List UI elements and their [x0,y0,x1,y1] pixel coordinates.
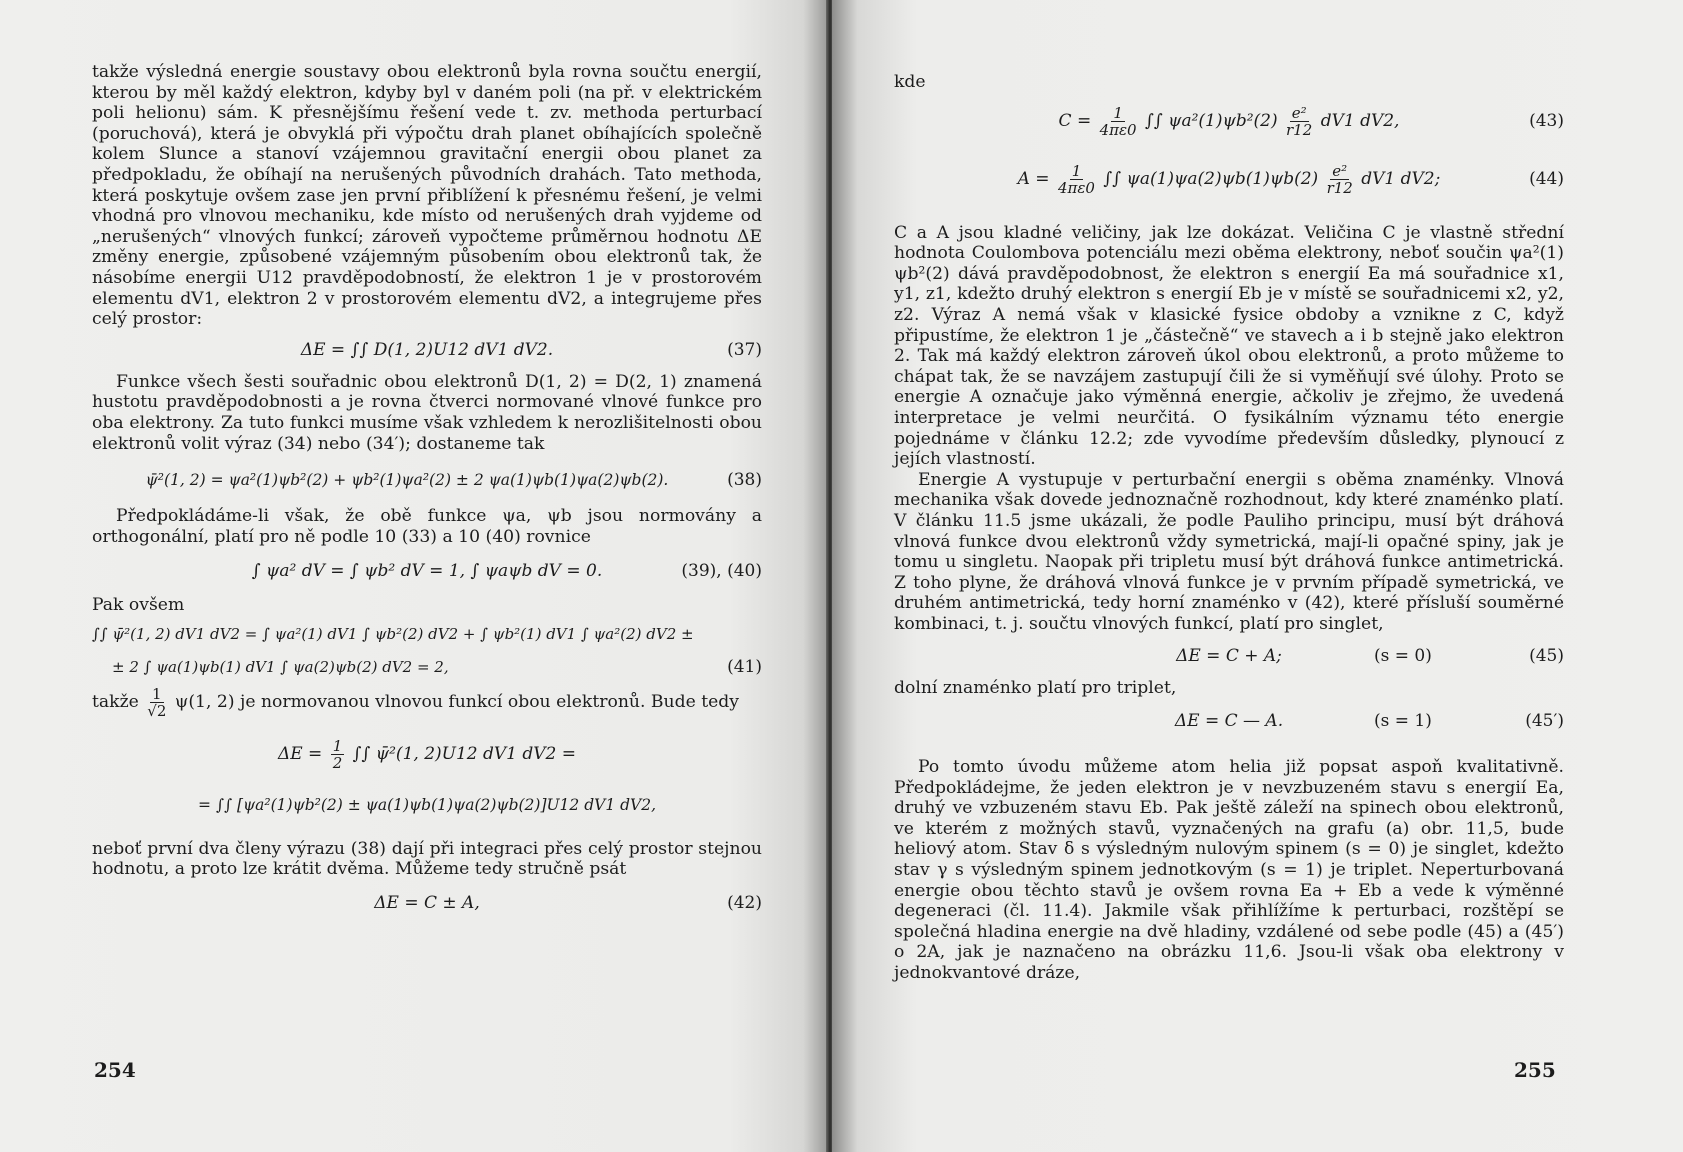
equation-41-line-2: ± 2 ∫ ψa(1)ψb(1) dV1 ∫ ψa(2)ψb(2) dV2 = 2, (41) [112,656,762,677]
equation-number: (45) [1529,646,1564,667]
equation-42: ΔE = C ± A, (42) [374,892,762,913]
equation-41-line-1: ∫∫ ψ̄²(1, 2) dV1 dV2 = ∫ ψa²(1) dV1 ∫ ψb²(2) dV2 + ∫ ψb²(1) dV1 ∫ ψa²(2) dV2 ± [92,624,694,643]
left-paragraph-4: Pak ovšem [92,595,185,616]
right-paragraph-3: dolní znaménko platí pro triplet, [894,678,1177,699]
fraction: $\frac{1}{4\pi\varepsilon 0}$ [1099,104,1137,140]
spin-condition: (s = 1) [1374,710,1432,731]
right-paragraph-1: C a A jsou kladné veličiny, jak lze dokázat. Veličina C je vlastně střední hodnota Coulombova potenciálu mezi oběma elektrony, neboť součin ψa²(1) ψb²(2) dává pravděpodobnost, že elektron s energií Ea má souřadnice x1, y1, z1, kdežto druhý elektron s energií Eb je v místě se souřadnicemi x2, y2, z2. Výraz A nemá však v klasické fysice obdoby a vznikne z C, když připustíme, že elektron 1 je „částečně“ ve stavech a i b stejně jako elektron 2. Tak má každý elektron zároveň úkol obou elektronů, a proto můžeme to chápat tak, že se navzájem zastupují čili že si vyměňují své úlohy. Proto se energie A označuje jako výměnná energie, ačkoliv je zřejmo, že uvedená interpretace je velmi neurčitá. O fysikálním významu této energie pojednáme v článku 12.2; zde vyvodíme především důsledky, plynoucí z jejích vlastností. [894,222,1564,470]
fraction: $\frac{\text{e²}}{r12}$ [1326,162,1353,198]
left-paragraph-3: Předpokládáme-li však, že obě funkce ψa, ψb jsou normovány a orthogonální, platí pro ně podle 10 (33) a 10 (40) rovnice [92,506,762,547]
spin-condition: (s = 0) [1374,646,1432,667]
page-number: 255 [1514,1058,1556,1082]
equation-number: (41) [727,656,762,677]
equation-44: A = $\frac{1}{4\pi\varepsilon 0}$ ∫∫ ψa(1)ψa(2)ψb(1)ψb(2) $\frac{\text{e²}}{r12}$ dV1 dV2; (44) [1017,162,1564,198]
equation-45: ΔE = C + A; (s = 0) (45) [1176,646,1564,667]
right-paragraph-2: Energie A vystupuje v perturbační energii s oběma znaménky. Vlnová mechanika však dovede jednoznačně rozhodnout, kdy které znaménko platí. V článku 11.5 jsme ukázali, že podle Pauliho principu, musí být dráhová vlnová funkce dvou elektronů vždy symetrická, mají-li opačné spiny, jak je tomu u singletu. Naopak při tripletu musí být dráhová funkce antimetrická. Z toho plyne, že dráhová vlnová funkce je v prvním případě symetrická, ve druhém antimetrická, tedy horní znaménko v (42), které přísluší souměrné kombinaci, t. j. součtu vlnových funkcí, platí pro singlet, [894,469,1564,634]
equation-number: (37) [727,340,762,361]
fraction: $\frac{1}{4\pi\varepsilon 0}$ [1057,162,1095,198]
equation-number: (42) [727,892,762,913]
equation-45-prime: ΔE = C — A. (s = 1) (45′) [1174,710,1564,731]
equation-number: (44) [1529,169,1564,190]
equation-delta-e-line-1: ΔE = $\frac{1}{2}$ ∫∫ ψ̄²(1, 2)U12 dV1 dV2 = [277,737,577,773]
left-text-block [92,62,762,926]
right-page [832,0,1683,1152]
left-paragraph-5: takže $\frac{1}{√2}$ ψ(1, 2) je normovanou vlnovou funkcí obou elektronů. Bude tedy [92,684,740,720]
left-paragraph-2: Funkce všech šesti souřadnic obou elektronů D(1, 2) = D(2, 1) znamená hustotu pravděpodobnosti a je rovna čtverci normované vlnové funkce pro oba elektrony. Za tuto funkci musíme však vzhledem k nerozlišitelnosti obou elektronů volit výraz (34) nebo (34′); dostaneme tak [92,371,762,454]
left-page [0,0,828,1152]
right-paragraph-4: Po tomto úvodu můžeme atom helia již popsat aspoň kvalitativně. Předpokládejme, že jeden elektron je v nevzbuzeném stavu s energií Ea, druhý ve vzbuzeném stavu Eb. Pak ještě záleží na spinech obou elektronů, ve kterém z možných stavů, vyznačených na grafu (a) obr. 11,5, bude heliový atom. Stav δ s výsledným nulovým spinem (s = 0) je singlet, kdežto stav γ s výsledným spinem jednotkovým (s = 1) je triplet. Neperturbovaná energie obou těchto stavů je ovšem rovna Ea + Eb a vede k výměnné degeneraci (čl. 11.4). Jakmile však přihlížíme k perturbaci, rozštěpí se společná hladina energie na dvě hladiny, vzdálené od sebe podle (45) a (45′) o 2A, jak je naznačeno na obrázku 11,6. Jsou-li však oba elektrony v jednokvantové dráze, [894,757,1564,983]
equation-number: (43) [1529,111,1564,132]
right-text-block [894,72,1564,984]
kde-label: kde [894,72,926,92]
fraction: $\frac{\text{e²}}{r12}$ [1286,104,1313,140]
left-paragraph-1: takže výsledná energie soustavy obou elektronů byla rovna součtu energií, kterou by měl každý elektron, kdyby byl v daném poli (na př. v elektrickém poli helionu) sám. K přesnějšímu řešení vede t. zv. methoda perturbací (poruchová), která je obvyklá při výpočtu drah planet obíhajících společně kolem Slunce a stanoví vzájemnou gravitační energii obou planet za předpokladu, že obíhají na nerušených původních drahách. Tato methoda, která poskytuje ovšem zase jen první přiblížení k přesnému řešení, je velmi vhodná pro vlnovou mechaniku, kde místo od nerušených drah vyjdeme od „nerušených“ vlnových funkcí; zároveň vypočteme průměrnou hodnotu ΔE změny energie, způsobené vzájemným působením obou elektronů tak, že násobíme energii U12 pravděpodobností, že elektron 1 je v prostorovém elementu dV1, elektron 2 v prostorovém elementu dV2, a integrujeme přes celý prostor: [92,62,762,330]
equation-43: C = $\frac{1}{4\pi\varepsilon 0}$ ∫∫ ψa²(1)ψb²(2) $\frac{\text{e²}}{r12}$ dV1 dV2, (43) [1058,104,1564,140]
equation-38: ψ̄²(1, 2) = ψa²(1)ψb²(2) + ψb²(1)ψa²(2) ± 2 ψa(1)ψb(1)ψa(2)ψb(2). (38) [145,469,762,490]
fraction: $\frac{1}{2}$ [332,737,343,773]
fraction: $\frac{1}{√2}$ [147,684,167,720]
equation-number: (38) [727,469,762,490]
equation-number: (39), (40) [681,560,762,581]
page-number: 254 [94,1058,136,1082]
equation-number: (45′) [1525,710,1564,731]
left-paragraph-6: neboť první dva členy výrazu (38) dají při integraci přes celý prostor stejnou hodnotu, a proto lze krátit dvěma. Můžeme tedy stručně psát [92,838,762,880]
equation-delta-e-line-2: = ∫∫ [ψa²(1)ψb²(2) ± ψa(1)ψb(1)ψa(2)ψb(2)]U12 dV1 dV2, [197,795,657,814]
equation-39-40: ∫ ψa² dV = ∫ ψb² dV = 1, ∫ ψaψb dV = 0. (39), (40) [251,560,762,581]
equation-37: ΔE = ∫∫ D(1, 2)U12 dV1 dV2. (37) [300,340,762,361]
